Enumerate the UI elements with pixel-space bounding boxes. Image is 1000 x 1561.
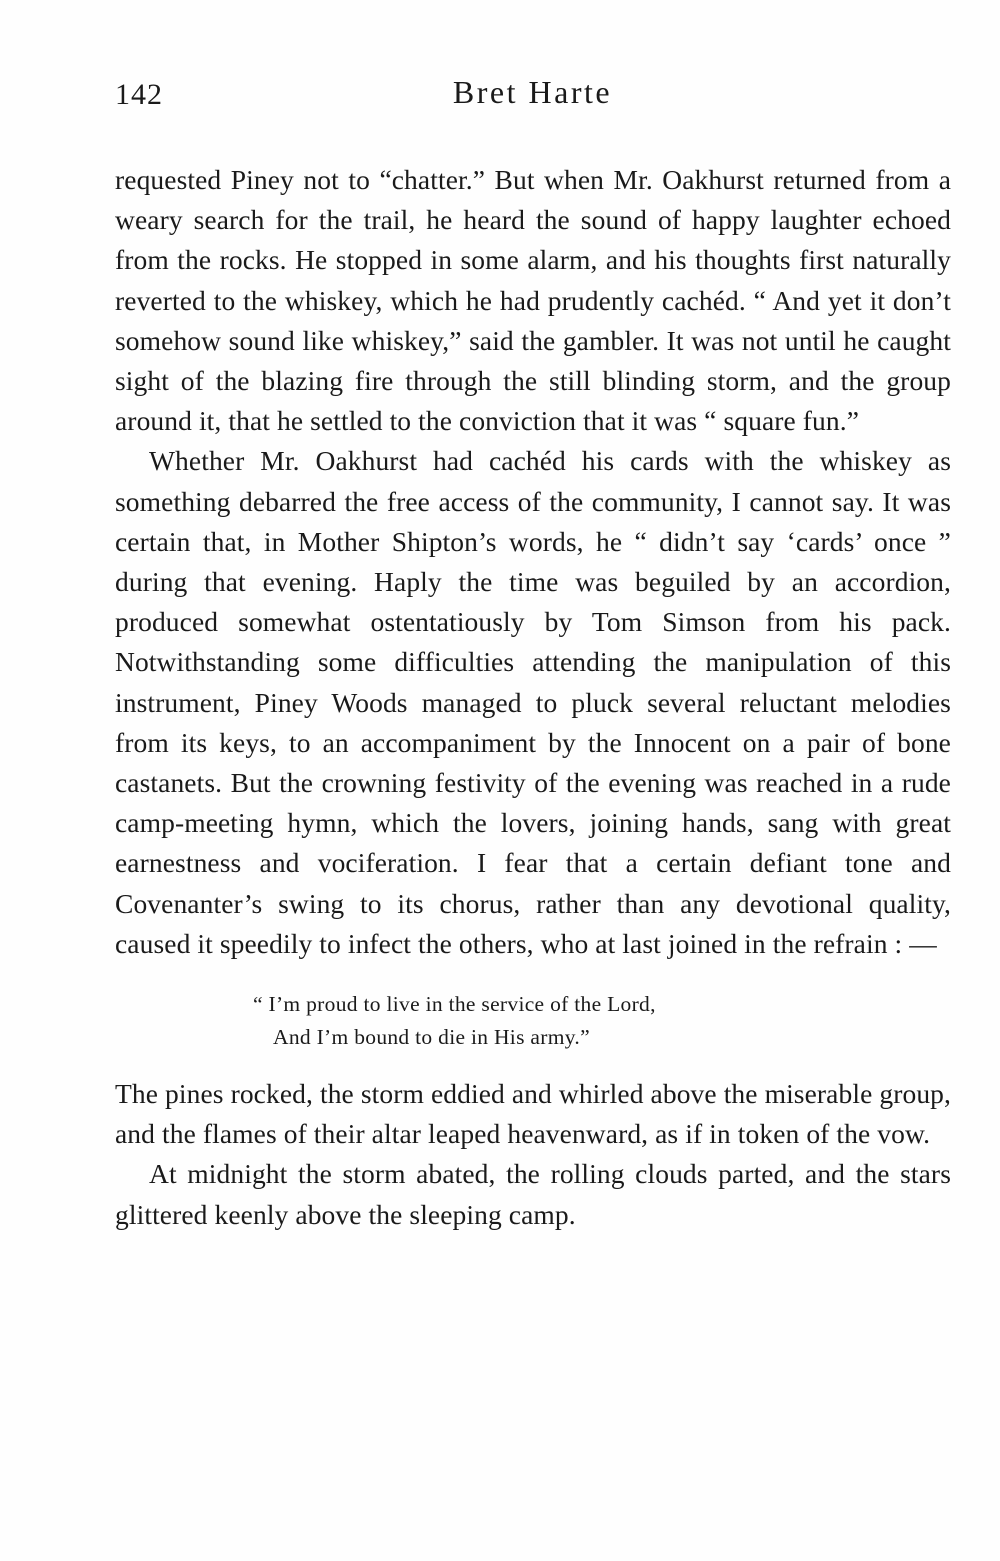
verse-line: “ I’m proud to live in the service of the Lord, (253, 992, 656, 1017)
paragraph: Whether Mr. Oakhurst had cachéd his cards with the whiskey as something debarred the free access of the community, I cannot say. It was certain that, in Mother Shipton’s words, he “ didn’t say ‘cards’ once ” during that evening. Haply the time was beguiled by an accordion, produced somewhat ostentatiously by Tom Simson from his pack. Notwithstanding some difficulties attending the manipulation of this instrument, Piney Woods managed to pluck several reluctant melodies from its keys, to an accompaniment by the Innocent on a pair of bone castanets. But the crowning festivity of the evening was reached in a rude camp-meeting hymn, which the lovers, joining hands, sang with great earnestness and vociferation. I fear that a certain defiant tone and Covenanter’s swing to its chorus, rather than any devotional quality, caused it speedily to infect the others, who at last joined in the refrain : — (115, 445, 951, 959)
paragraph: At midnight the storm abated, the rolling clouds parted, and the stars glittered keenly above the sleeping camp. (115, 1158, 951, 1230)
verse-block (115, 988, 951, 1054)
paragraph: The pines rocked, the storm eddied and whirled above the miserable group, and the flames of their altar leaped heavenward, as if in token of the vow. (115, 1078, 951, 1150)
running-title: Bret Harte (452, 74, 613, 110)
verse-line: And I’m bound to die in His army.” (273, 1025, 590, 1050)
paragraph: requested Piney not to “chatter.” But when Mr. Oakhurst returned from a weary search for the trail, he heard the sound of happy laughter echoed from the rocks. He stopped in some alarm, and his thoughts first naturally reverted to the whiskey, which he had prudently cachéd. “ And yet it don’t somehow sound like whiskey,” said the gambler. It was not until he caught sight of the blazing fire through the still blinding storm, and the group around it, that he settled to the conviction that it was “ square fun.” (115, 164, 951, 437)
page-number: 142 (115, 78, 163, 111)
page-body (115, 160, 951, 1235)
page-header (115, 74, 950, 126)
